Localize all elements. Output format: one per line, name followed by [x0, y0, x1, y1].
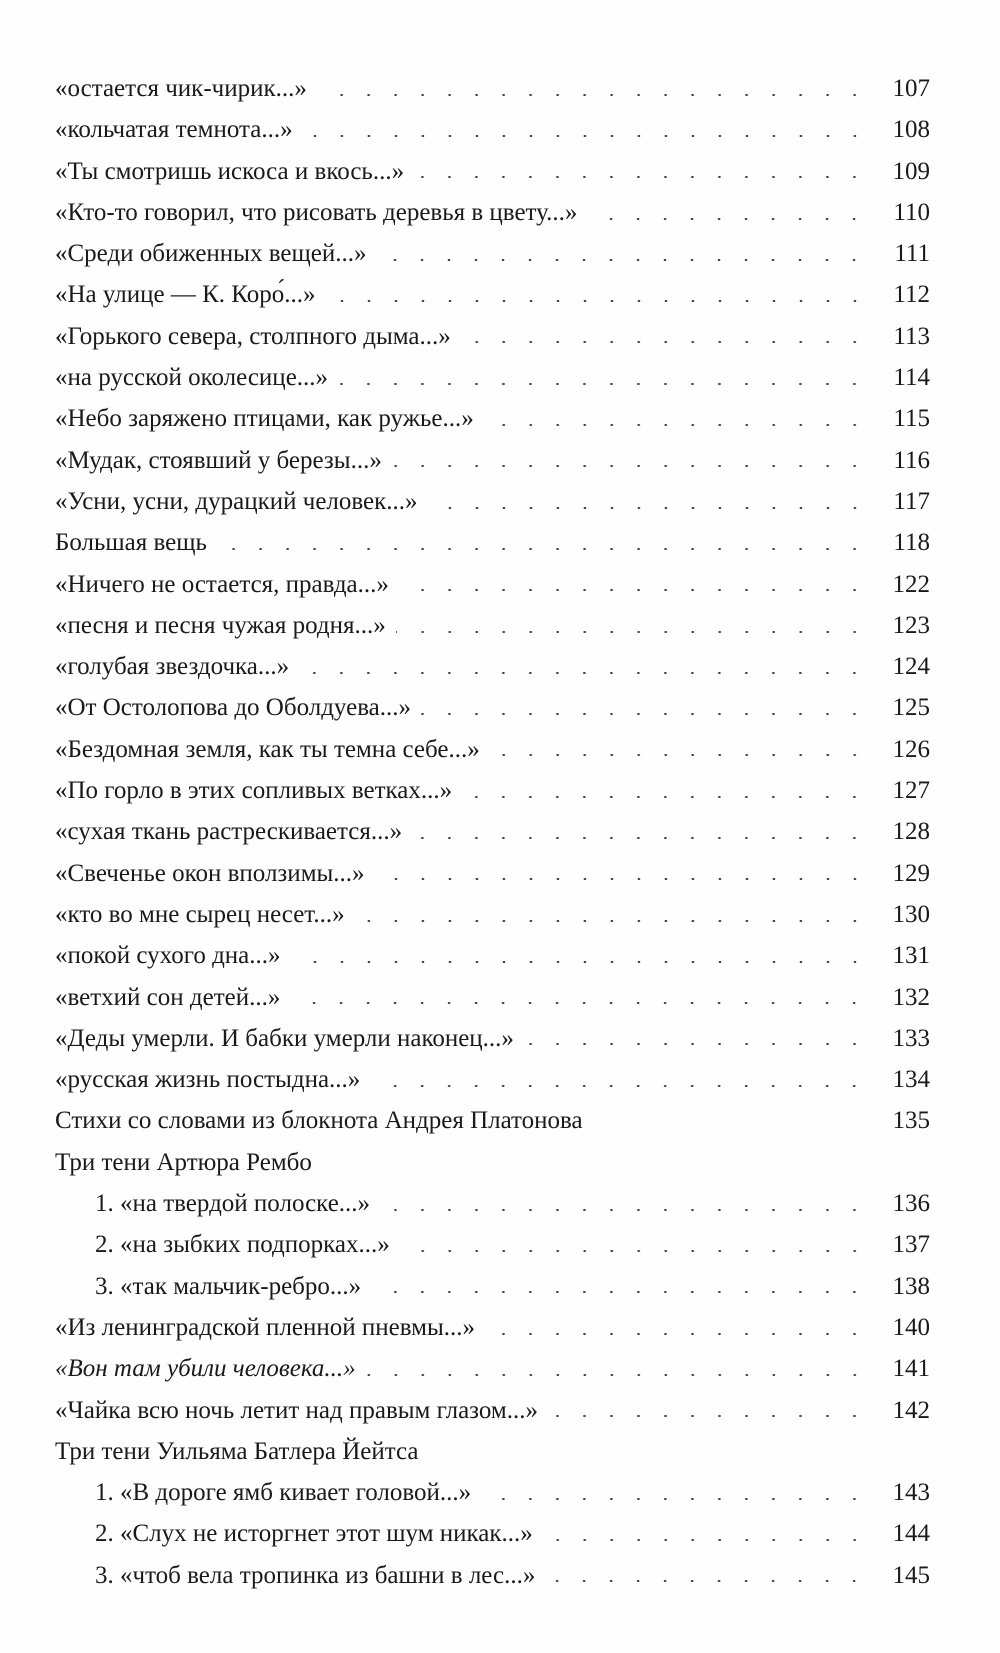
toc-entry-title: Большая вещь [55, 529, 207, 557]
toc-entry-title: «на русской околесице...» [55, 364, 329, 392]
toc-entry-title: «русская жизнь постыдна...» [55, 1066, 361, 1094]
toc-entry-page: 138 [892, 1272, 930, 1300]
toc-entry[interactable] [55, 274, 930, 315]
toc-entry-page: 137 [892, 1231, 930, 1259]
dot-leader [485, 1333, 868, 1335]
toc-entry[interactable] [55, 316, 930, 357]
toc-entry-title: 3. «чтоб вела тропинка из башни в лес...» [95, 1561, 536, 1589]
dot-leader [299, 672, 868, 674]
toc-entry[interactable] [55, 935, 930, 976]
toc-entry-title: «Бездомная земля, как ты темна себе...» [55, 735, 480, 763]
toc-entry-title: «Горького севера, столпного дыма...» [55, 322, 451, 350]
toc-entry-title: «Вон там убили человека...» [55, 1355, 356, 1383]
dot-leader [370, 1085, 868, 1087]
dot-leader [543, 1539, 868, 1541]
dot-leader [366, 1374, 868, 1376]
toc-entry-title: «ветхий сон детей...» [55, 983, 281, 1011]
toc-subentry[interactable] [55, 1555, 930, 1596]
toc-entry-title: «кто во мне сырец несет...» [55, 900, 345, 928]
toc-entry-page: 130 [892, 900, 930, 928]
toc-entry[interactable] [55, 853, 930, 894]
toc-entry[interactable] [55, 1018, 930, 1059]
dot-leader [392, 465, 868, 467]
toc-entry-page: 126 [892, 735, 930, 763]
toc-entry-page: 107 [892, 75, 930, 102]
toc-entry-page: 134 [892, 1066, 930, 1094]
toc-subentry[interactable] [55, 1266, 930, 1307]
toc-entry-page: 110 [893, 198, 930, 226]
toc-entry-page: 127 [892, 777, 930, 805]
table-of-contents [55, 68, 930, 1596]
toc-entry[interactable] [55, 151, 930, 192]
dot-leader [355, 920, 868, 922]
dot-leader [421, 713, 868, 715]
dot-leader [484, 424, 868, 426]
dot-leader [548, 1415, 868, 1417]
toc-entry[interactable] [55, 440, 930, 481]
toc-entry-page: 145 [892, 1561, 930, 1589]
dot-leader [217, 548, 868, 550]
toc-entry-page: 128 [892, 818, 930, 846]
toc-entry[interactable] [55, 109, 930, 150]
toc-entry[interactable] [55, 357, 930, 398]
dot-leader [412, 837, 868, 839]
toc-entry[interactable] [55, 811, 930, 852]
toc-group-heading-title: Три тени Уильяма Батлера Йейтса [55, 1437, 419, 1465]
toc-entry-page: 108 [892, 116, 930, 144]
toc-entry-title: «кольчатая темнота...» [55, 116, 293, 144]
toc-entry-page: 140 [892, 1313, 930, 1341]
toc-entry-page: 111 [894, 240, 930, 268]
toc-entry-title: «Мудак, стоявший у березы...» [55, 446, 382, 474]
toc-entry-page: 122 [892, 570, 930, 598]
toc-subentry[interactable] [55, 1472, 930, 1513]
toc-entry-page: 115 [893, 405, 930, 433]
dot-leader [396, 631, 868, 633]
toc-entry-title: 3. «так мальчик-ребро...» [95, 1272, 362, 1300]
toc-entry[interactable] [55, 687, 930, 728]
dot-leader [462, 796, 868, 798]
toc-entry[interactable] [55, 233, 930, 274]
toc-entry[interactable] [55, 646, 930, 687]
dot-leader [461, 341, 868, 343]
dot-leader [399, 589, 868, 591]
dot-leader [380, 1209, 868, 1211]
dot-leader [290, 1002, 868, 1004]
toc-entry-title: «На улице — К. Коро́...» [55, 281, 316, 309]
dot-leader [524, 1043, 868, 1045]
toc-entry[interactable] [55, 1348, 930, 1389]
toc-entry-title: «остается чик-чирик...» [55, 75, 307, 102]
toc-entry[interactable] [55, 68, 930, 109]
toc-entry[interactable] [55, 770, 930, 811]
toc-subentry[interactable] [55, 1224, 930, 1265]
toc-entry[interactable] [55, 1100, 930, 1141]
toc-entry-title: «Ты смотришь искоса и вкось...» [55, 157, 405, 185]
toc-entry-title: «сухая ткань растрескивается...» [55, 818, 403, 846]
toc-entry[interactable] [55, 894, 930, 935]
dot-leader [326, 300, 869, 302]
toc-entry-page: 114 [893, 364, 930, 392]
dot-leader [375, 878, 868, 880]
dot-leader [400, 1250, 868, 1252]
toc-entry-title: 2. «на зыбких подпорках...» [95, 1231, 390, 1259]
toc-entry-page: 109 [892, 157, 930, 185]
toc-entry-page: 135 [892, 1107, 930, 1135]
dot-leader [414, 176, 868, 178]
toc-entry-page: 144 [892, 1520, 930, 1548]
toc-entry-page: 117 [893, 487, 930, 515]
toc-entry[interactable] [55, 564, 930, 605]
toc-group-heading-title: Три тени Артюра Рембо [55, 1148, 312, 1176]
dot-leader [481, 1498, 868, 1500]
toc-entry-page: 118 [893, 529, 930, 557]
toc-entry-page: 129 [892, 859, 930, 887]
toc-subentry[interactable] [55, 1513, 930, 1554]
toc-entry-page: 125 [892, 694, 930, 722]
toc-entry-title: «Из ленинградской пленной пневмы...» [55, 1313, 475, 1341]
toc-entry-title: «По горло в этих сопливых ветках...» [55, 777, 453, 805]
toc-entry[interactable] [55, 1307, 930, 1348]
dot-leader [291, 961, 868, 963]
toc-entry[interactable] [55, 481, 930, 522]
toc-entry-page: 132 [892, 983, 930, 1011]
dot-leader [545, 1580, 868, 1582]
toc-entry-page: 123 [892, 611, 930, 639]
toc-entry-page: 131 [892, 942, 930, 970]
toc-entry-page: 116 [893, 446, 930, 474]
dot-leader [317, 94, 868, 96]
toc-entry[interactable] [55, 1059, 930, 1100]
toc-entry[interactable] [55, 398, 930, 439]
toc-entry[interactable] [55, 977, 930, 1018]
toc-entry-page: 143 [892, 1479, 930, 1507]
dot-leader [490, 754, 868, 756]
toc-entry-title: «Деды умерли. И бабки умерли наконец...» [55, 1024, 514, 1052]
toc-entry-page: 113 [893, 322, 930, 350]
toc-entry-title: «Ничего не остается, правда...» [55, 570, 389, 598]
dot-leader [303, 135, 868, 137]
toc-entry-title: «Усни, усни, дурацкий человек...» [55, 487, 418, 515]
dot-leader [338, 383, 868, 385]
dot-leader [428, 507, 868, 509]
toc-entry-title: 2. «Слух не исторгнет этот шум никак...» [95, 1520, 533, 1548]
toc-entry-page: 136 [892, 1190, 930, 1218]
dot-leader [587, 218, 868, 220]
toc-entry-page: 124 [892, 653, 930, 681]
toc-entry[interactable] [55, 522, 930, 563]
toc-entry-title: «Небо заряжено птицами, как ружье...» [55, 405, 474, 433]
toc-entry[interactable] [55, 729, 930, 770]
toc-entry-page: 112 [893, 281, 930, 309]
toc-entry[interactable] [55, 605, 930, 646]
toc-entry-title: «покой сухого дна...» [55, 942, 281, 970]
toc-entry-title: «Среди обиженных вещей...» [55, 240, 367, 268]
toc-entry-title: 1. «на твердой полоске...» [95, 1190, 371, 1218]
toc-group-heading [55, 1431, 930, 1472]
toc-entry-title: «Кто-то говорил, что рисовать деревья в цвету...» [55, 198, 578, 226]
toc-entry-page: 141 [892, 1355, 930, 1383]
toc-entry-title: «От Остолопова до Оболдуева...» [55, 694, 412, 722]
toc-group-heading [55, 1142, 930, 1183]
toc-entry-title: 1. «В дороге ямб кивает головой...» [95, 1479, 472, 1507]
dot-leader [376, 259, 868, 261]
toc-entry[interactable] [55, 1390, 930, 1431]
toc-entry-title: «Чайка всю ночь летит над правым глазом...» [55, 1396, 538, 1424]
toc-entry[interactable] [55, 192, 930, 233]
toc-entry-page: 142 [892, 1396, 930, 1424]
toc-entry-title: «Свеченье окон вползимы...» [55, 859, 365, 887]
toc-entry-title: Стихи со словами из блокнота Андрея Платонова [55, 1107, 583, 1135]
toc-subentry[interactable] [55, 1183, 930, 1224]
toc-entry-title: «голубая звездочка...» [55, 653, 290, 681]
toc-entry-page: 133 [892, 1024, 930, 1052]
toc-entry-title: «песня и песня чужая родня...» [55, 611, 386, 639]
dot-leader [371, 1291, 868, 1293]
